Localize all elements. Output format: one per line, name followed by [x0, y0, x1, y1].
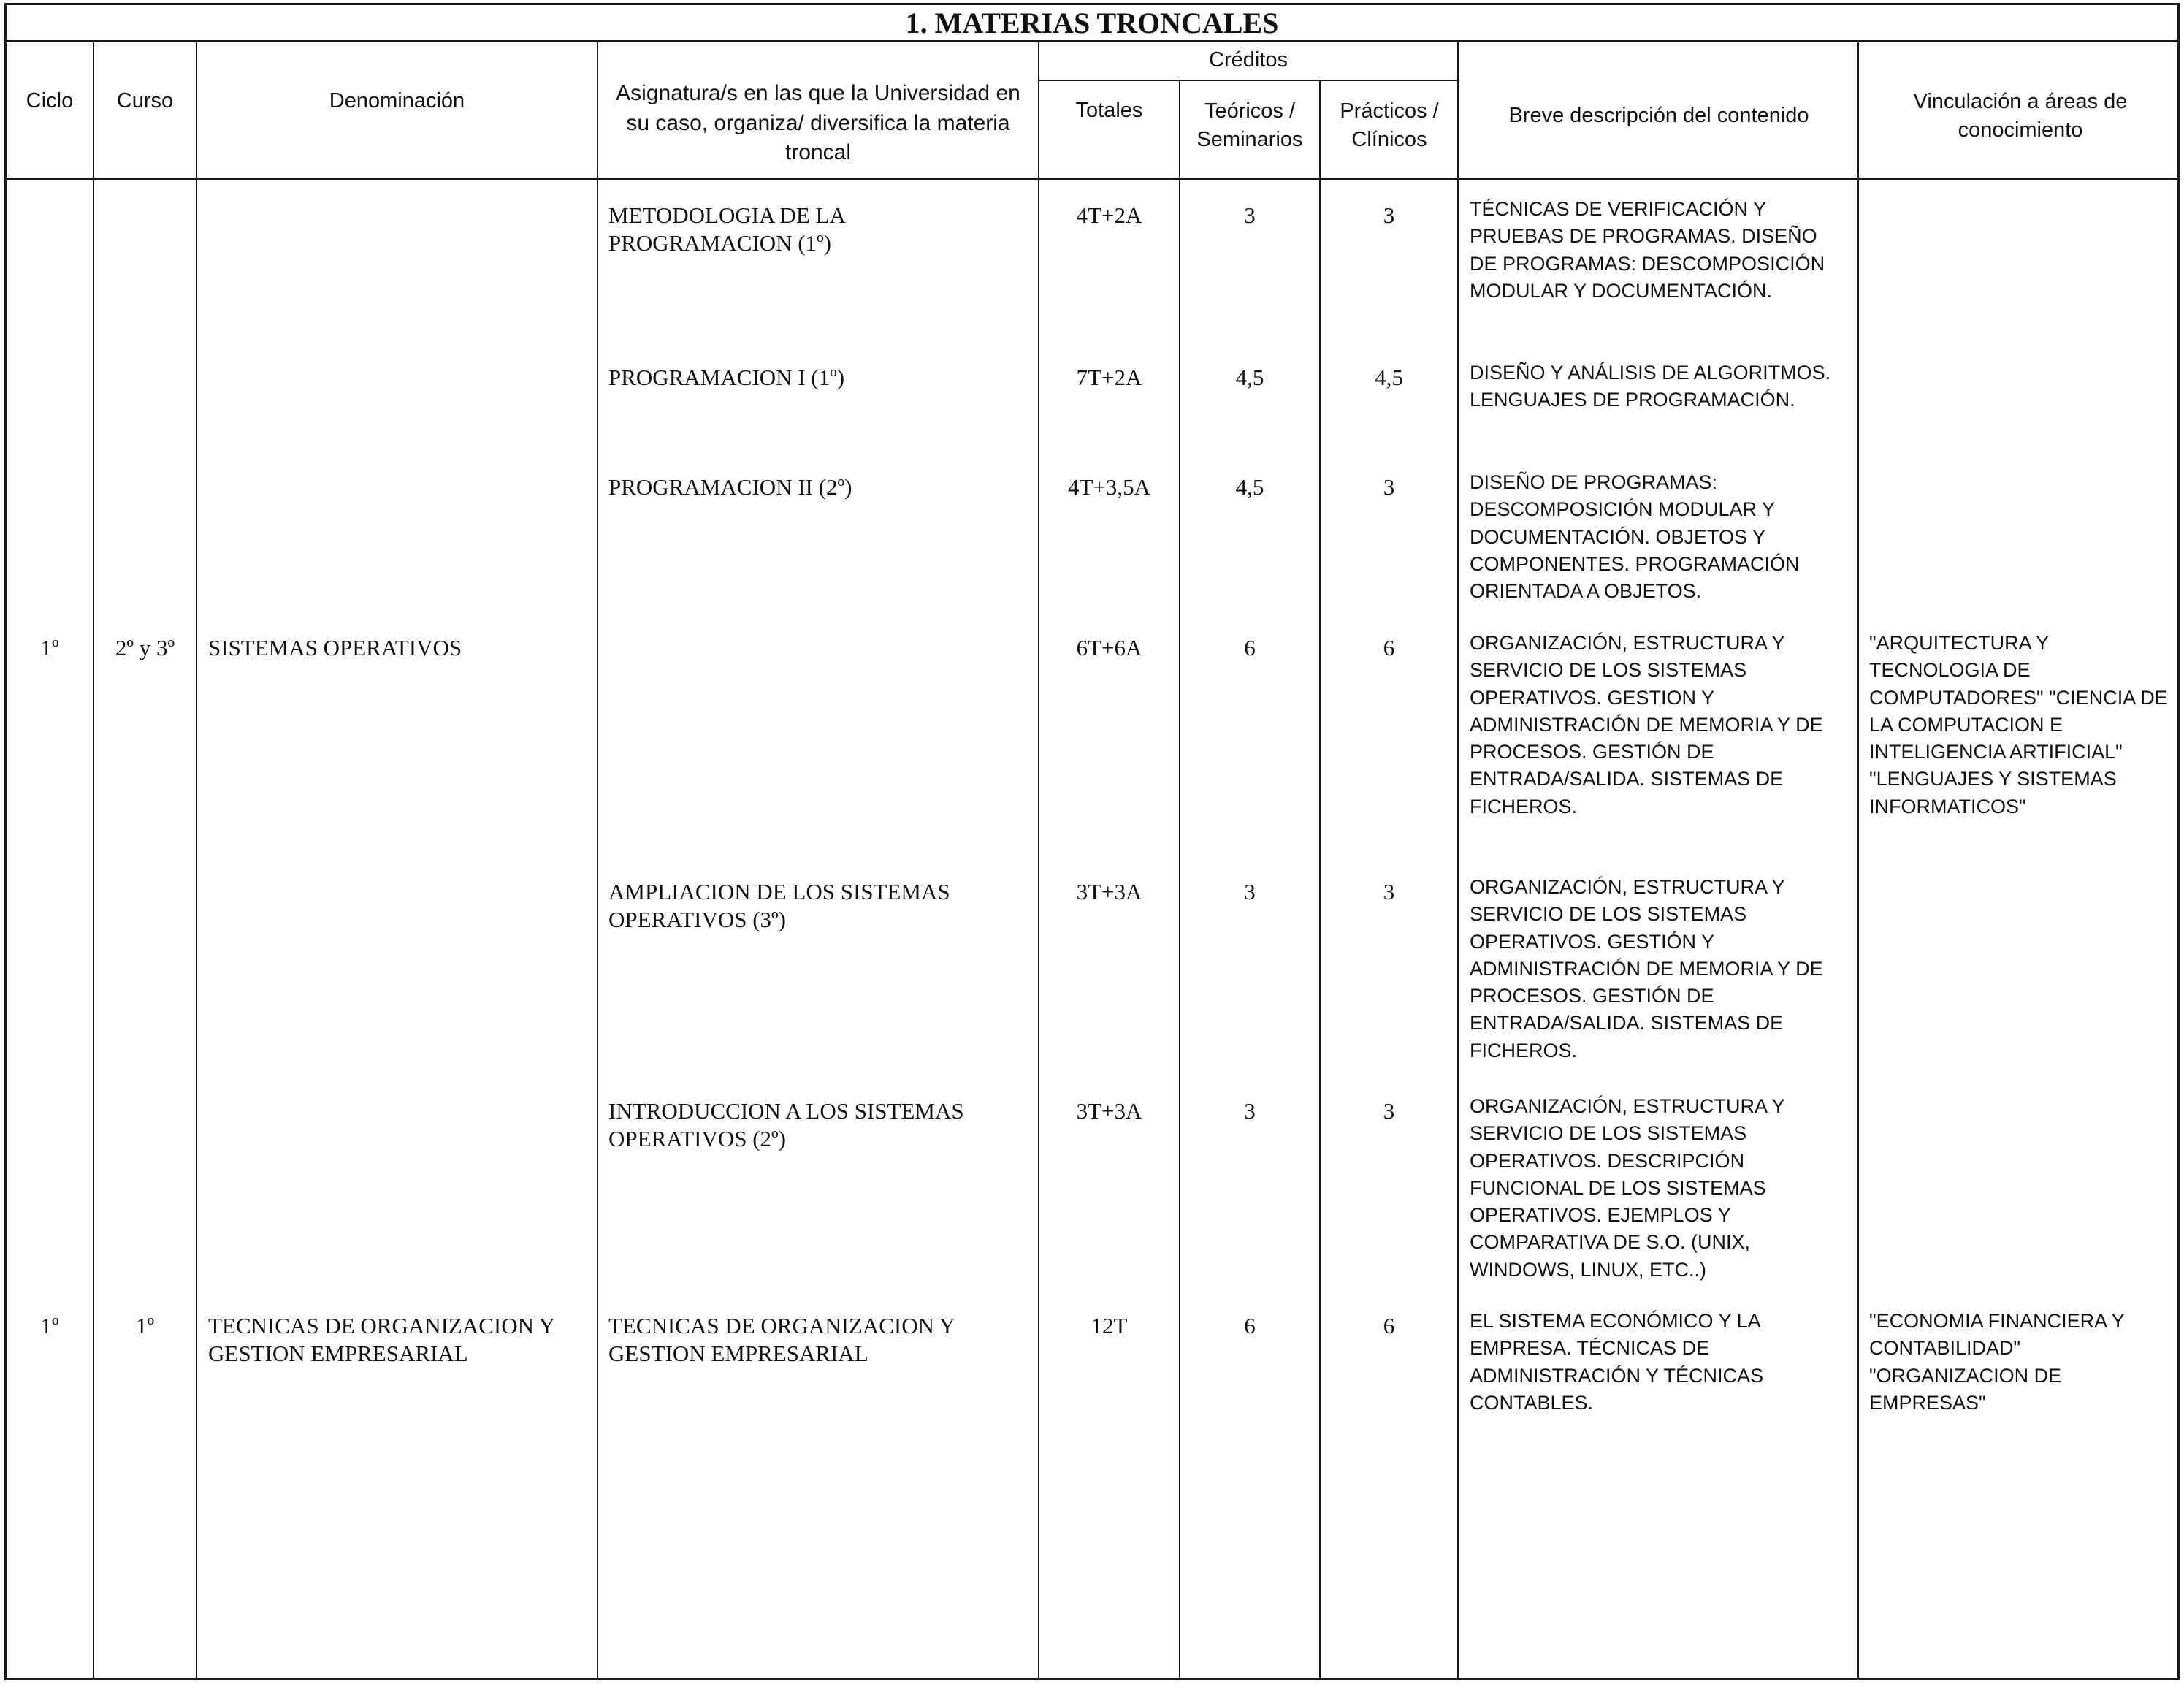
creditos-divider — [1039, 80, 1458, 81]
col-sep-asignatura — [1038, 41, 1039, 1680]
row-descripcion: DISEÑO DE PROGRAMAS: DESCOMPOSICIÓN MODULAR Y DOCUMENTACIÓN. OBJETOS Y COMPONENTES. PROGRAMACIÓN ORIENTADA A OBJETOS. — [1470, 471, 1800, 602]
row-practicos: 3 — [1383, 474, 1395, 500]
header-totales: Totales — [1075, 99, 1143, 123]
header-teoricos: Teóricos / Seminarios — [1196, 99, 1303, 151]
row-teoricos: 3 — [1244, 1098, 1256, 1124]
row-totales: 6T+6A — [1076, 635, 1142, 660]
header-vinculacion: Vinculación a áreas de conocimiento — [1913, 89, 2128, 142]
row-asignatura: INTRODUCCION A LOS SISTEMAS OPERATIVOS (2º) — [608, 1098, 964, 1151]
row-teoricos: 4,5 — [1235, 365, 1264, 390]
header-divider — [4, 178, 2180, 180]
row-practicos: 3 — [1383, 202, 1395, 228]
row-totales: 4T+2A — [1076, 202, 1142, 228]
row-teoricos: 3 — [1244, 202, 1256, 228]
group-denominacion: TECNICAS DE ORGANIZACION Y GESTION EMPRESARIAL — [208, 1313, 554, 1366]
group-curso: 1º — [135, 1313, 155, 1338]
col-sep-ciclo — [93, 41, 94, 1680]
row-teoricos: 4,5 — [1235, 474, 1264, 500]
row-practicos: 3 — [1383, 1098, 1395, 1124]
row-totales: 4T+3,5A — [1067, 474, 1151, 500]
col-sep-denominacion — [597, 41, 598, 1680]
col-sep-practicos — [1457, 41, 1459, 1680]
row-descripcion: ORGANIZACIÓN, ESTRUCTURA Y SERVICIO DE LOS SISTEMAS OPERATIVOS. GESTION Y ADMINISTRACIÓN DE MEMORIA Y DE PROCESOS. GESTIÓN DE ENTRADA/SALIDA. SISTEMAS DE FICHEROS. — [1470, 632, 1823, 818]
border-top — [4, 3, 2180, 5]
row-descripcion: ORGANIZACIÓN, ESTRUCTURA Y SERVICIO DE LOS SISTEMAS OPERATIVOS. DESCRIPCIÓN FUNCIONAL DE LOS SISTEMAS OPERATIVOS. EJEMPLOS Y COMPARATIVA DE S.O. (UNIX, WINDOWS, LINUX, ETC..) — [1470, 1095, 1785, 1281]
row-asignatura: AMPLIACION DE LOS SISTEMAS OPERATIVOS (3º) — [608, 879, 950, 932]
border-bottom — [4, 1678, 2180, 1680]
header-practicos: Prácticos / Clínicos — [1340, 99, 1439, 151]
row-practicos: 6 — [1383, 635, 1395, 660]
group-curso: 2º y 3º — [115, 635, 175, 660]
row-totales: 12T — [1091, 1313, 1128, 1338]
group-areas: "ECONOMIA FINANCIERA Y CONTABILIDAD" "ORGANIZACION DE EMPRESAS" — [1869, 1310, 2125, 1414]
header-descripcion: Breve descripción del contenido — [1508, 104, 1809, 128]
row-asignatura: METODOLOGIA DE LA PROGRAMACION (1º) — [608, 202, 845, 256]
row-descripcion: DISEÑO Y ANÁLISIS DE ALGORITMOS. LENGUAJES DE PROGRAMACIÓN. — [1470, 362, 1831, 411]
row-descripcion: EL SISTEMA ECONÓMICO Y LA EMPRESA. TÉCNICAS DE ADMINISTRACIÓN Y TÉCNICAS CONTABLES. — [1470, 1310, 1764, 1414]
header-denominacion: Denominación — [329, 89, 465, 113]
table-title: 1. MATERIAS TRONCALES — [905, 7, 1279, 39]
header-creditos: Créditos — [1209, 48, 1288, 72]
group-ciclo: 1º — [40, 635, 59, 660]
row-asignatura: PROGRAMACION I (1º) — [608, 365, 845, 390]
row-totales: 7T+2A — [1076, 365, 1142, 390]
row-practicos: 3 — [1383, 879, 1395, 904]
border-right — [2177, 3, 2180, 1680]
row-practicos: 6 — [1383, 1313, 1395, 1338]
row-teoricos: 6 — [1244, 1313, 1256, 1338]
col-sep-curso — [196, 41, 197, 1680]
row-teoricos: 3 — [1244, 879, 1256, 904]
row-totales: 3T+3A — [1076, 879, 1142, 904]
header-asignaturas: Asignatura/s en las que la Universidad en su caso, organiza/ diversifica la materia troncal — [616, 81, 1020, 165]
row-practicos: 4,5 — [1375, 365, 1403, 390]
header-ciclo: Ciclo — [26, 89, 74, 113]
row-teoricos: 6 — [1244, 635, 1256, 660]
group-areas: "ARQUITECTURA Y TECNOLOGIA DE COMPUTADORES" "CIENCIA DE LA COMPUTACION E INTELIGENCIA ARTIFICIAL" "LENGUAJES Y SISTEMAS INFORMATICOS" — [1869, 632, 2168, 818]
col-sep-descripcion — [1857, 41, 1859, 1680]
row-totales: 3T+3A — [1076, 1098, 1142, 1124]
row-asignatura: TECNICAS DE ORGANIZACION Y GESTION EMPRESARIAL — [608, 1313, 955, 1366]
row-descripcion: ORGANIZACIÓN, ESTRUCTURA Y SERVICIO DE LOS SISTEMAS OPERATIVOS. GESTIÓN Y ADMINISTRACIÓN DE MEMORIA Y DE PROCESOS. GESTIÓN DE ENTRADA/SALIDA. SISTEMAS DE FICHEROS. — [1470, 876, 1823, 1062]
border-left — [4, 3, 7, 1680]
row-descripcion: TÉCNICAS DE VERIFICACIÓN Y PRUEBAS DE PROGRAMAS. DISEÑO DE PROGRAMAS: DESCOMPOSICIÓN MODULAR Y DOCUMENTACIÓN. — [1470, 198, 1825, 302]
group-denominacion: SISTEMAS OPERATIVOS — [208, 635, 462, 660]
troncales-table — [4, 3, 2180, 1680]
row-asignatura: PROGRAMACION II (2º) — [608, 474, 852, 500]
header-curso: Curso — [116, 89, 174, 113]
group-ciclo: 1º — [40, 1313, 59, 1338]
